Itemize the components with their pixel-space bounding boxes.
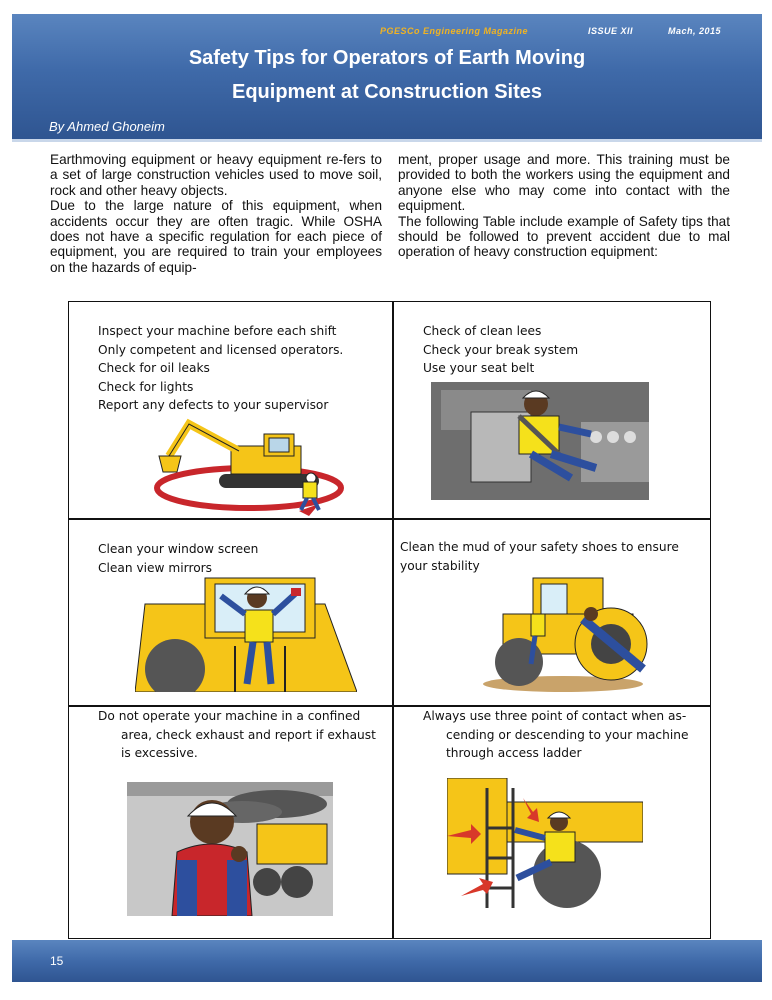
footer-bar	[12, 940, 762, 982]
tip-line: Clean the mud of your safety shoes to ensure	[400, 540, 679, 554]
header-banner	[12, 14, 762, 142]
tips-cell-6	[423, 707, 699, 763]
excavator-illustration	[149, 416, 349, 516]
table-divider	[392, 302, 394, 938]
tip-line: Inspect your machine before each shift	[98, 324, 337, 338]
tips-cell-5	[98, 707, 388, 763]
tip-line: Report any defects to your supervisor	[98, 398, 329, 412]
tip-line: Do not operate your machine in a confined area, check exhaust and report if exhaust is excessive.	[98, 709, 376, 760]
body-paragraph: Earthmoving equipment or heavy equipment re-fers to a set of large construction vehicles used to move soil, rock and other heavy objects.	[50, 152, 382, 198]
body-column-left	[50, 152, 382, 275]
table-divider	[69, 518, 710, 520]
tip-line: Check of clean lees	[423, 324, 542, 338]
body-paragraph: Due to the large nature of this equipment, when accidents occur they are often tragic. While OSHA does not have a specific regulation for each piece of equipment, you are required to train your employees on the hazards of equip-	[50, 198, 382, 275]
issue-label: ISSUE XII	[588, 26, 634, 36]
page-number: 15	[50, 954, 64, 968]
safety-tips-table	[68, 301, 711, 939]
tips-cell-2	[423, 322, 578, 378]
tip-line: Check for oil leaks	[98, 361, 210, 375]
window-cleaning-illustration	[135, 574, 357, 692]
tip-line: Always use three point of contact when as-cending or descending to your machine through access ladder	[423, 709, 689, 760]
slipping-worker-illustration	[483, 574, 655, 692]
article-title-line1: Safety Tips for Operators of Earth Moving	[188, 47, 586, 69]
tip-line: Clean view mirrors	[98, 560, 213, 575]
issue-date: Mach, 2015	[668, 26, 722, 36]
tip-line: Check for lights	[98, 379, 194, 394]
magazine-name: PGESCo Engineering Magazine	[380, 26, 529, 36]
tip-line: Use your seat belt	[423, 361, 535, 375]
body-column-right	[398, 152, 730, 260]
byline: By Ahmed Ghoneim	[49, 119, 165, 134]
article-title-line2: Equipment at Construction Sites	[231, 81, 543, 103]
tip-line: Only competent and licensed operators.	[98, 342, 344, 357]
three-point-contact-illustration	[447, 778, 643, 910]
tips-cell-3	[98, 540, 258, 577]
tip-line: Check your break system	[423, 342, 579, 357]
exhaust-warning-illustration	[127, 782, 333, 916]
body-paragraph: The following Table include example of Safety tips that should be followed to prevent accident due to mal operation of heavy construction equipment:	[398, 213, 730, 260]
tip-line: your stability	[400, 558, 480, 573]
seat-belt-illustration	[431, 382, 649, 500]
tip-line: Clean your window screen	[98, 542, 259, 556]
tips-cell-4	[400, 538, 679, 575]
body-paragraph: ment, proper usage and more. This training must be provided to both the workers using the equipment and anyone else who may come into contact with the equipment.	[398, 152, 730, 214]
tips-cell-1	[98, 322, 343, 415]
